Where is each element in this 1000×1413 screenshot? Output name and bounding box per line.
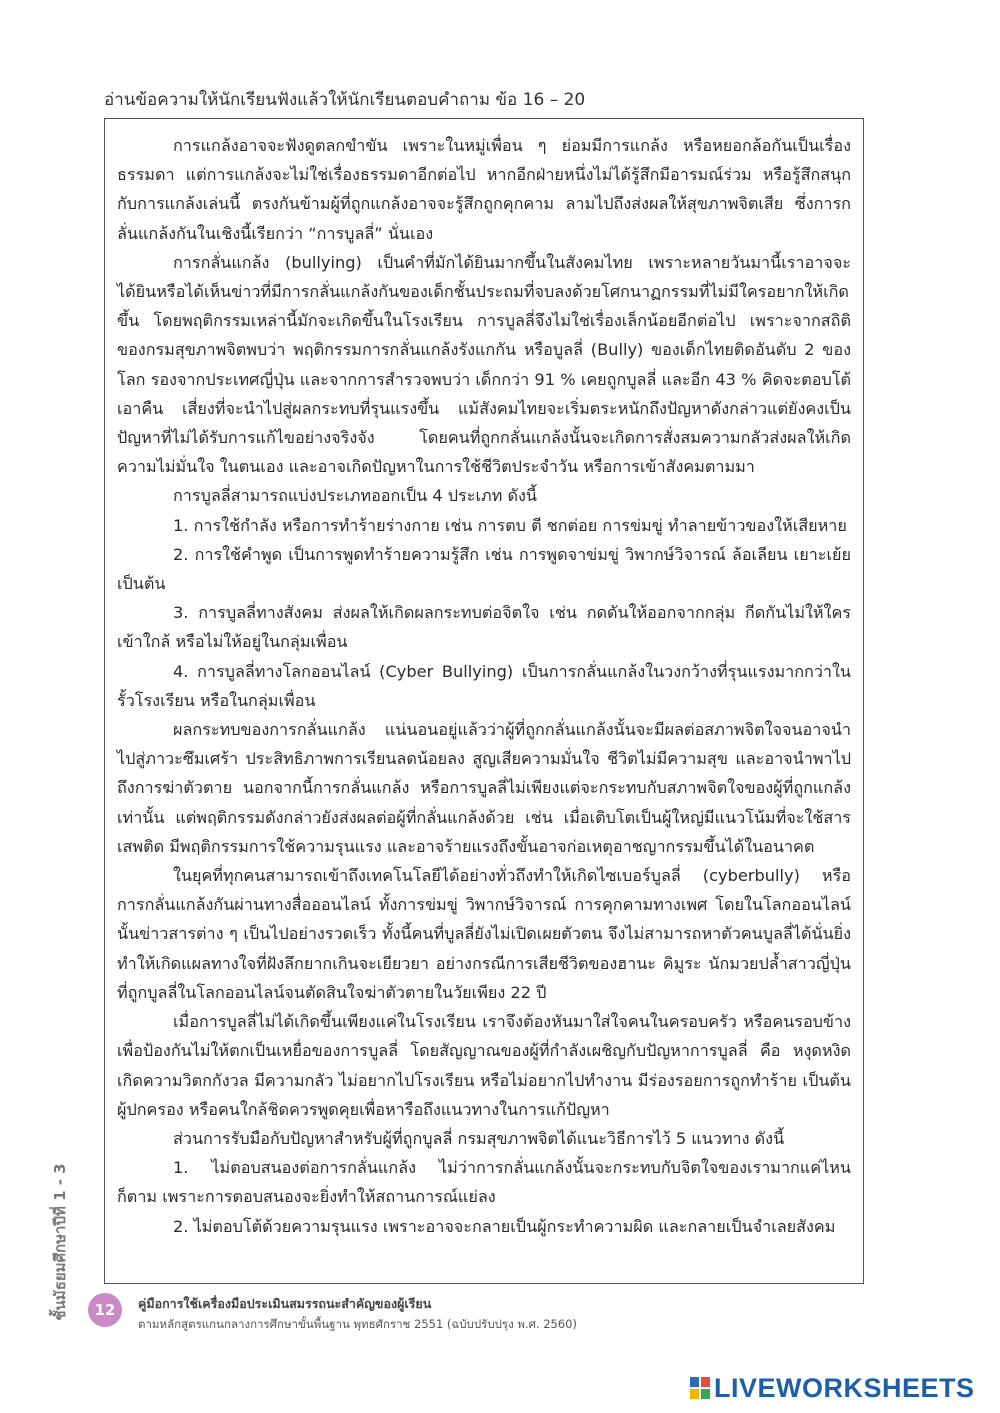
- list-item: 3. การบูลลี่ทางสังคม ส่งผลให้เกิดผลกระทบต่อจิตใจ เช่น กดดันให้ออกจากกลุ่ม กีดกันไม่ให้ใครเข้าใกล้ หรือไม่ให้อยู่ในกลุ่มเพื่อน: [117, 603, 851, 652]
- list-item: 1. ไม่ตอบสนองต่อการกลั่นแกล้ง ไม่ว่าการกลั่นแกล้งนั้นจะกระทบกับจิตใจของเรามากแค่ไหนก็ตาม เพราะการตอบสนองจะยิ่งทำให้สถานการณ์แย่ลง: [117, 1158, 851, 1207]
- list-item: 4. การบูลลี่ทางโลกออนไลน์ (Cyber Bullying) เป็นการกลั่นแกล้งในวงกว้างที่รุนแรงมากกว่าในรั้วโรงเรียน หรือในกลุ่มเพื่อน: [117, 661, 851, 710]
- paragraph: ในยุคที่ทุกคนสามารถเข้าถึงเทคโนโลยีได้อย่างทั่วถึงทำให้เกิดไซเบอร์บูลลี่ (cyberbully) หรือการกลั่นแกล้งกันผ่านทางสื่อออนไลน์ ทั้งการข่มขู่ วิพากษ์วิจารณ์ การคุกคามทางเพศ โดยในโลกออนไลน์นั้นข่าวสารต่าง ๆ เป็นไปอย่างรวดเร็ว ทั้งนี้คนที่บูลลี่ยังไม่เปิดเผยตัวตน จึงไม่สามารถหาตัวคนบูลลี่ได้นั่นยิ่งทำให้เกิดแผลทางใจที่ฝังลึกยากเกินจะเยียวยา อย่างกรณีการเสียชีวิตของฮานะ คิมูระ นักมวยปล้ำสาวญี่ปุ่นที่ถูกบูลลี่ในโลกออนไลน์จนตัดสินใจฆ่าตัวตายในวัยเพียง 22 ปี: [117, 866, 851, 1002]
- page-number: 12: [88, 1293, 122, 1327]
- list-item: 1. การใช้กำลัง หรือการทำร้ายร่างกาย เช่น การตบ ตี ชกต่อย การข่มขู่ ทำลายข้าวของให้เสียหาย: [173, 515, 847, 535]
- paragraph: การบูลลี่สามารถแบ่งประเภทออกเป็น 4 ประเภท ดังนี้: [173, 486, 537, 506]
- paragraph: ผลกระทบของการกลั่นแกล้ง แน่นอนอยู่แล้วว่าผู้ที่ถูกกลั่นแกล้งนั้นจะมีผลต่อสภาพจิตใจจนอาจนำไปสู่ภาวะซึมเศร้า ประสิทธิภาพการเรียนลดน้อยลง สูญเสียความมั่นใจ ชีวิตไม่มีความสุข และอาจนำพาไปถึงการฆ่าตัวตาย นอกจากนี้การกลั่นแกล้ง หรือการบูลลี่ไม่เพียงแต่จะกระทบกับสภาพจิตใจของผู้ที่ถูกแกล้งเท่านั้น แต่พฤติกรรมดังกล่าวยังส่งผลต่อผู้ที่กลั่นแกล้งด้วย เช่น เมื่อเติบโตเป็นผู้ใหญ่มีแนวโน้มที่จะใช้สารเสพติด มีพฤติกรรมการใช้ความรุนแรง และอาจร้ายแรงถึงขั้นอาจก่อเหตุอาชญากรรมขึ้นได้ในอนาคต: [117, 720, 851, 856]
- list-item: 2. ไม่ตอบโต้ด้วยความรุนแรง เพราะอาจจะกลายเป็นผู้กระทำความผิด และกลายเป็นจำเลยสังคม: [173, 1216, 836, 1236]
- paragraph: ส่วนการรับมือกับปัญหาสำหรับผู้ที่ถูกบูลลี่ กรมสุขภาพจิตได้แนะวิธีการไว้ 5 แนวทาง ดังนี้: [173, 1128, 785, 1148]
- paragraph: การกลั่นแกล้ง (bullying) เป็นคำที่มักได้ยินมากขึ้นในสังคมไทย เพราะหลายวันมานี้เราอาจจะได้ยินหรือได้เห็นข่าวที่มีการกลั่นแกล้งกันของเด็กชั้นประถมที่จบลงด้วยโศกนาฏกรรมที่ไม่มีใครอยากให้เกิดขึ้น โดยพฤติกรรมเหล่านี้มักจะเกิดขึ้นในโรงเรียน การบูลลี่จึงไม่ใช่เรื่องเล็กน้อยอีกต่อไป เพราะจากสถิติของกรมสุขภาพจิตพบว่า พฤติกรรมการกลั่นแกล้งรังแกกัน หรือบูลลี่ (Bully) ของเด็กไทยติดอันดับ 2 ของโลก รองจากประเทศญี่ปุ่น และจากการสำรวจพบว่า เด็กกว่า 91 % เคยถูกบูลลี่ และอีก 43 % คิดจะตอบโต้เอาคืน เสี่ยงที่จะนำไปสู่ผลกระทบที่รุนแรงขึ้น แม้สังคมไทยจะเริ่มตระหนักถึงปัญหาดังกล่าวแต่ยังคงเป็นปัญหาที่ไม่ได้รับการแก้ไขอย่างจริงจัง โดยคนที่ถูกกลั่นแกล้งนั้นจะเกิดการสั่งสมความกลัวส่งผลให้เกิดความไม่มั่นใจ ในตนเอง และอาจเกิดปัญหาในการใช้ชีวิตประจำวัน หรือการเข้าสังคมตามมา: [117, 252, 851, 477]
- list-item: 2. การใช้คำพูด เป็นการพูดทำร้ายความรู้สึก เช่น การพูดจาข่มขู่ วิพากษ์วิจารณ์ ล้อเลียน เยาะเย้ยเป็นต้น: [117, 544, 851, 594]
- spine-label-container: [40, 1150, 80, 1350]
- footer: [138, 1294, 738, 1334]
- liveworksheets-brand: [690, 1372, 990, 1404]
- liveworksheets-logo-icon: [690, 1377, 710, 1399]
- paragraph: เมื่อการบูลลี่ไม่ได้เกิดขึ้นเพียงแค่ในโรงเรียน เราจึงต้องหันมาใส่ใจคนในครอบครัว หรือคนรอบข้างเพื่อป้องกันไม่ให้ตกเป็นเหยื่อของการบูลลี่ โดยสัญญาณของผู้ที่กำลังเผชิญกับปัญหาการบูลลี่ คือ หงุดหงิดเกิดความวิตกกังวล มีความกลัว ไม่อยากไปโรงเรียน หรือไม่อยากไปทำงาน มีร่องรอยการถูกทำร้าย เป็นต้น ผู้ปกครอง หรือคนใกล้ชิดควรพูดคุยเพื่อหารือถึงแนวทางในการแก้ปัญหา: [117, 1012, 851, 1119]
- spine-label: ชั้นมัธยมศึกษาปีที่ 1 - 3: [51, 1163, 69, 1321]
- footer-subtitle: ตามหลักสูตรแกนกลางการศึกษาขั้นพื้นฐาน พุทธศักราช 2551 (ฉบับปรับปรุง พ.ศ. 2560): [138, 1317, 577, 1331]
- brand-text: LIVEWORKSHEETS: [714, 1372, 975, 1403]
- paragraph: การแกล้งอาจจะฟังดูตลกขำขัน เพราะในหมู่เพื่อน ๆ ย่อมมีการแกล้ง หรือหยอกล้อกันเป็นเรื่องธรรมดา แต่การแกล้งจะไม่ใช่เรื่องธรรมดาอีกต่อไป หากอีกฝ่ายหนึ่งไม่ได้รู้สึกมีอารมณ์ร่วม หรือรู้สึกสนุกกับการแกล้งเล่นนี้ ตรงกันข้ามผู้ที่ถูกแกล้งอาจจะรู้สึกถูกคุกคาม ลามไปถึงส่งผลให้สุขภาพจิตเสีย ซึ่งการกลั่นแกล้งกันในเชิงนี้เรียกว่า “การบูลลี่” นั่นเอง: [117, 136, 851, 243]
- footer-title: คู่มือการใช้เครื่องมือประเมินสมรรถนะสำคัญของผู้เรียน: [138, 1296, 432, 1311]
- instruction-text: อ่านข้อความให้นักเรียนฟังแล้วให้นักเรียนตอบคำถาม ข้อ 16 – 20: [104, 90, 586, 110]
- passage-box: [104, 118, 864, 1284]
- reading-passage: [105, 119, 863, 1241]
